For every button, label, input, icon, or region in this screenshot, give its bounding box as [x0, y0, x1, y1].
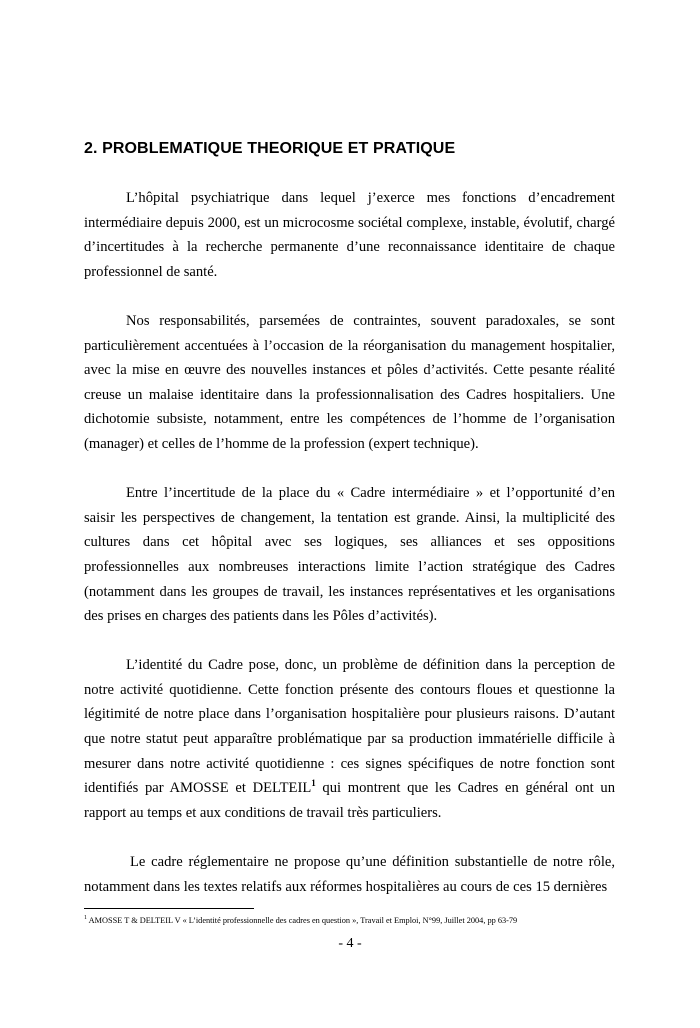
body-text	[84, 186, 615, 899]
paragraph-4-text-b: qui montrent que les Cadres en général ont un rapport au temps et aux conditions de travail très particuliers.	[84, 780, 616, 821]
footnote-text: AMOSSE T & DELTEIL V « L’identité professionnelle des cadres en question », Travail et Emploi, N°99, Juillet 2004, pp 63-79	[87, 916, 518, 925]
footnote	[84, 915, 644, 926]
paragraph-3: Entre l’incertitude de la place du « Cadre intermédiaire » et l’opportunité d’en saisir les perspectives de changement, la tentation est grande. Ainsi, la multiplicité des cultures dans cet hôpital avec ses logiques, ses alliances et ses oppositions professionnelles aux nombreuses interactions limite l’action stratégique des Cadres (notamment dans les groupes de travail, les instances représentatives et les organisations des prises en charges des patients dans les Pôles d’activités).	[84, 485, 615, 625]
footnote-reference: 1	[311, 778, 316, 789]
paragraph-4	[84, 653, 615, 825]
paragraph-5: Le cadre réglementaire ne propose qu’une définition substantielle de notre rôle, notamment dans les textes relatifs aux réformes hospitalières au cours de ces 15 dernières	[84, 854, 615, 895]
paragraph-1: L’hôpital psychiatrique dans lequel j’exerce mes fonctions d’encadrement intermédiaire depuis 2000, est un microcosme sociétal complexe, instable, évolutif, chargé d’incertitudes à la recherche permanente d’une reconnaissance identitaire de chaque professionnel de santé.	[84, 190, 615, 280]
paragraph-2: Nos responsabilités, parsemées de contraintes, souvent paradoxales, se sont particulièrement accentuées à l’occasion de la réorganisation du management hospitalier, avec la mise en œuvre des nouvelles instances et pôles d’activités. Cette pesante réalité creuse un malaise identitaire dans la professionnalisation des Cadres hospitaliers. Une dichotomie subsiste, notamment, entre les compétences de l’homme de l’organisation (manager) et celles de l’homme de la profession (expert technique).	[84, 312, 615, 452]
paragraph-4-text-a: L’identité du Cadre pose, donc, un problème de définition dans la perception de notre activité quotidienne. Cette fonction présente des contours floues et questionne la légitimité de notre place dans l’organisation hospitalière pour plusieurs raisons. D’autant que notre statut peut apparaître problématique par sa production immatérielle difficile à mesurer dans notre activité quotidienne : ces signes spécifiques de notre fonction sont identifiés par AMOSSE et DELTEIL	[84, 657, 615, 797]
footnote-separator	[84, 908, 254, 909]
page-number: - 4 -	[338, 936, 362, 951]
footnote-marker: 1	[84, 915, 87, 922]
section-title: 2. PROBLEMATIQUE THEORIQUE ET PRATIQUE	[84, 140, 456, 157]
